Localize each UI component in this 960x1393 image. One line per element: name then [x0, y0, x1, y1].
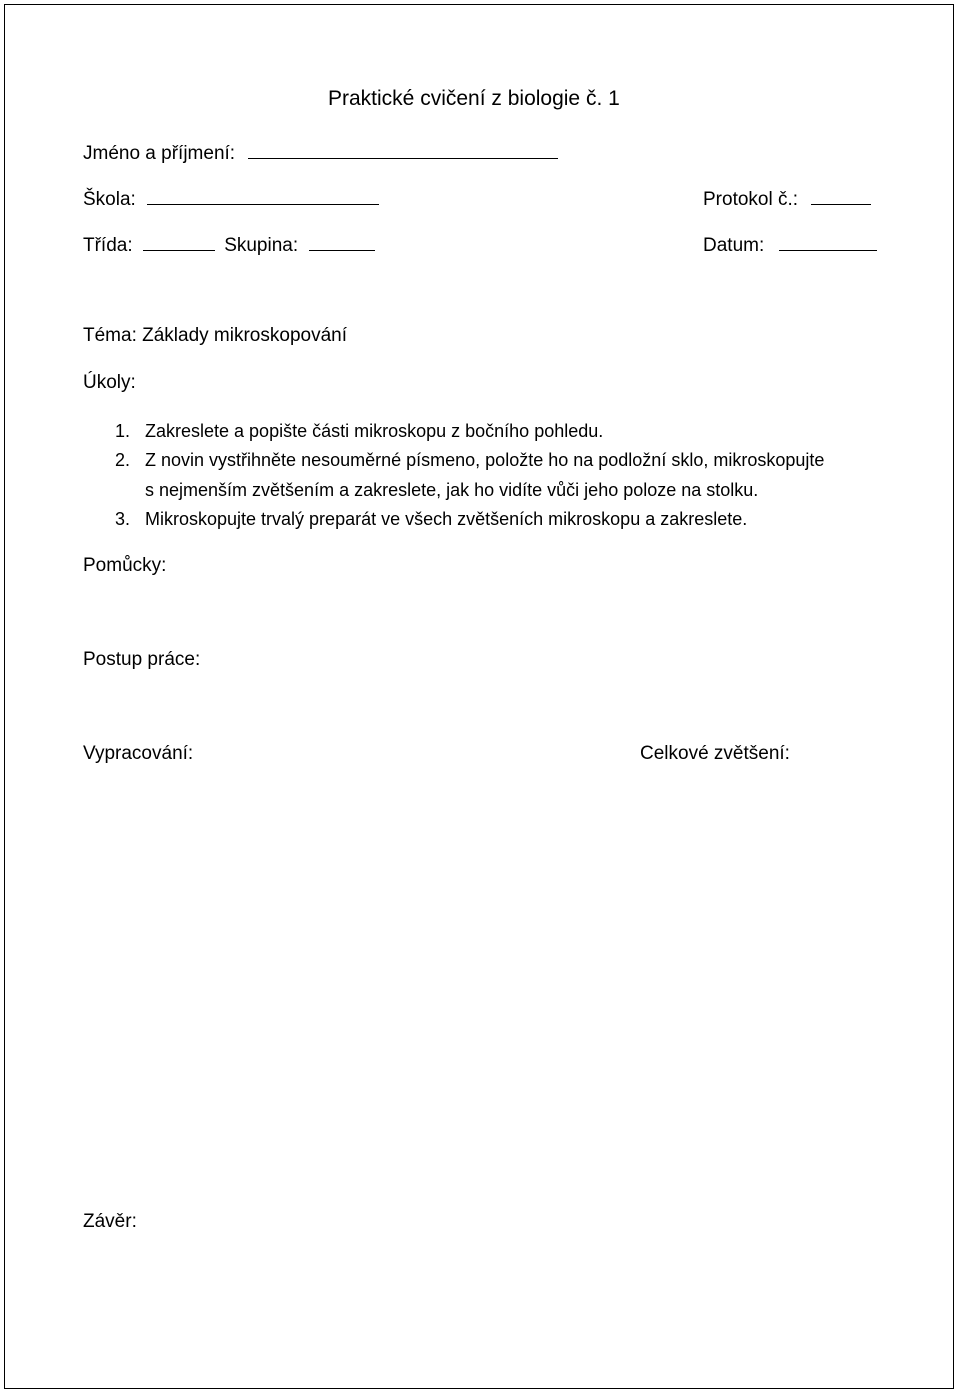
page-border: [4, 4, 954, 1389]
task-text-line: Zakreslete a popište části mikroskopu z bočního pohledu.: [145, 421, 604, 441]
name-blank-line[interactable]: [248, 139, 558, 159]
task-number: 1.: [115, 421, 131, 441]
conclusion-heading: Závěr:: [83, 1211, 137, 1232]
topic-line: Téma: Základy mikroskopování: [83, 325, 347, 346]
class-blank-line[interactable]: [143, 231, 215, 251]
task-number: 3.: [115, 509, 131, 529]
tasks-heading: Úkoly:: [83, 372, 136, 393]
total-magnification-label: Celkové zvětšení:: [640, 743, 790, 764]
elaboration-heading: Vypracování:: [83, 743, 194, 764]
task-item-2: [115, 446, 895, 506]
group-label: Skupina:: [224, 235, 299, 256]
task-text-line: Mikroskopujte trvalý preparát ve všech zvětšeních mikroskopu a zakreslete.: [145, 509, 748, 529]
task-text-line: Z novin vystřihněte nesouměrné písmeno, položte ho na podložní sklo, mikroskopujte: [145, 450, 825, 470]
protocol-label: Protokol č.:: [703, 189, 799, 210]
class-label: Třída:: [83, 235, 133, 256]
group-blank-line[interactable]: [309, 231, 375, 251]
protocol-row: [703, 185, 871, 211]
school-blank-line[interactable]: [147, 185, 379, 205]
task-text-line: s nejmenším zvětšením a zakreslete, jak ho vidíte vůči jeho poloze na stolku.: [145, 479, 759, 500]
protocol-blank-line[interactable]: [811, 185, 871, 205]
task-item-3: [115, 505, 895, 535]
date-label: Datum:: [703, 235, 765, 256]
name-label: Jméno a příjmení:: [83, 143, 236, 164]
school-row: [83, 185, 379, 211]
date-row: [703, 231, 877, 257]
task-number: 2.: [115, 450, 131, 470]
procedure-heading: Postup práce:: [83, 649, 201, 670]
school-label: Škola:: [83, 189, 136, 210]
class-group-row: [83, 231, 375, 257]
task-item-1: [115, 417, 895, 447]
name-row: [83, 139, 558, 165]
date-blank-line[interactable]: [779, 231, 877, 251]
document-title: Praktické cvičení z biologie č. 1: [328, 87, 620, 110]
aids-heading: Pomůcky:: [83, 555, 167, 576]
